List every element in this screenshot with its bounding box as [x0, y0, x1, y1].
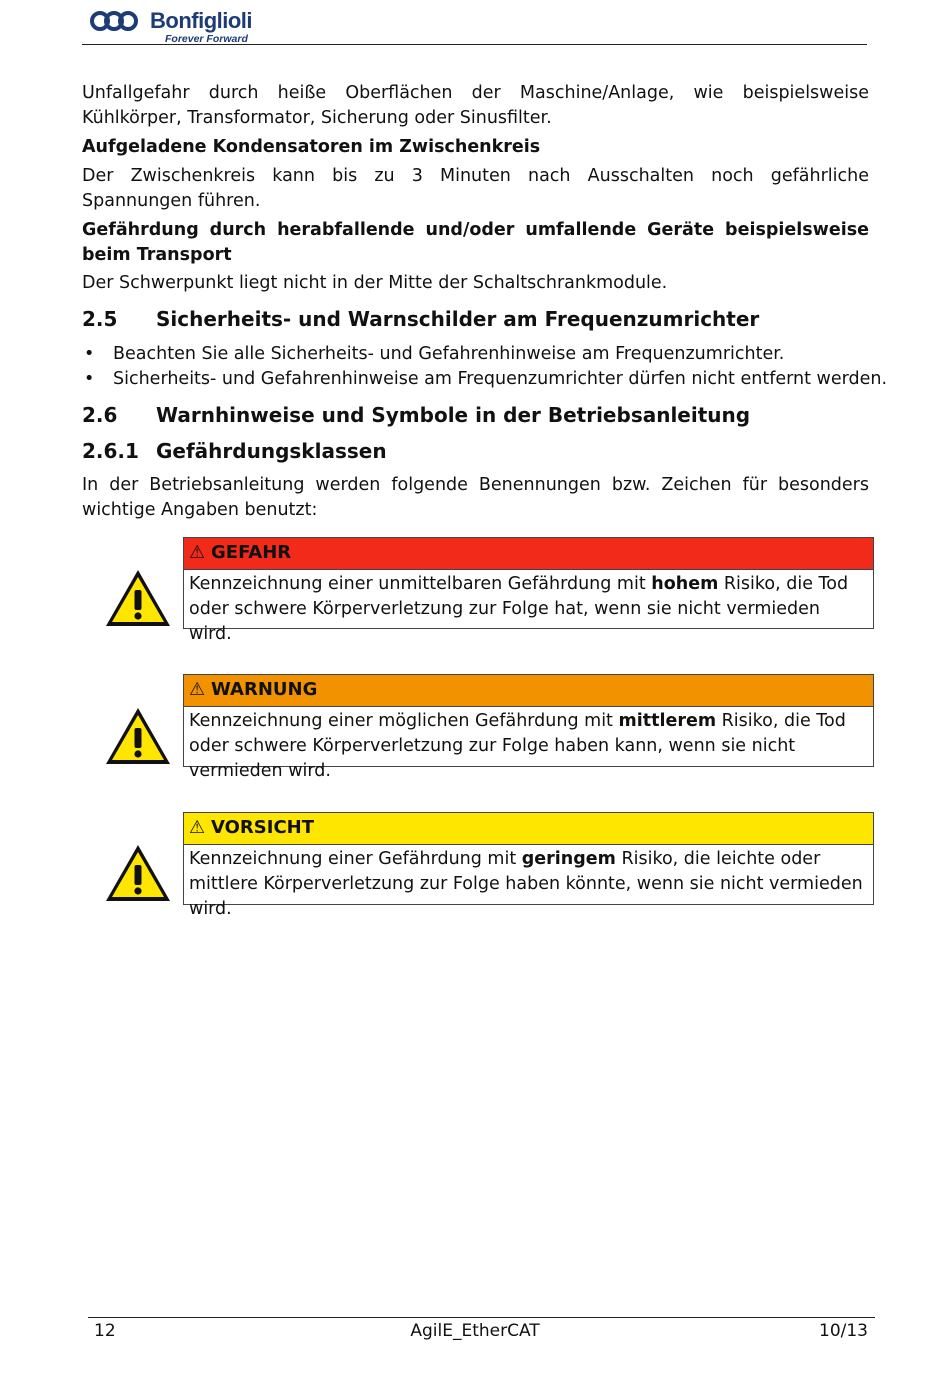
intro-paragraph-hot-surfaces: Unfallgefahr durch heiße Oberflächen der Maschine/Anlage, wie beispielsweise Kühlkörper, Transformator, Sicherung oder Sinusfilter. [82, 83, 869, 128]
warning-triangle-icon [104, 843, 172, 903]
hazard-header-caution [184, 813, 873, 845]
hazard-emphasis: mittlerem [618, 711, 717, 731]
heading-capacitors: Aufgeladene Kondensatoren im Zwischenkreis [82, 137, 541, 157]
footer-document-name: AgilE_EtherCAT [410, 1321, 540, 1341]
warning-sign-icon: ⚠ [189, 817, 206, 838]
bullet-icon: • [84, 369, 95, 389]
hazard-description [184, 845, 873, 932]
hazard-label: VORSICHT [211, 817, 314, 838]
section-title: Sicherheits- und Warnschilder am Frequenzumrichter [156, 307, 760, 331]
page-header [82, 6, 867, 45]
section-heading-2-5 [82, 307, 759, 331]
hazard-emphasis: hohem [651, 574, 719, 594]
paragraph-capacitors: Der Zwischenkreis kann bis zu 3 Minuten nach Ausschalten noch gefährliche Spannungen führen. [82, 166, 869, 211]
section-heading-2-6 [82, 403, 750, 427]
bullet-icon: • [84, 344, 95, 364]
section-title: Warnhinweise und Symbole in der Betriebsanleitung [156, 403, 751, 427]
warning-triangle-icon [104, 568, 172, 628]
bonfiglioli-logo [90, 8, 260, 44]
hazard-text-before: Kennzeichnung einer möglichen Gefährdung mit [189, 711, 619, 731]
hazard-box-danger [183, 537, 874, 644]
hazard-text-after: Risiko, die Tod oder schwere Körperverletzung zur Folge hat, wenn sie nicht vermieden wird. [189, 574, 849, 644]
section-heading-2-6-1 [82, 439, 387, 463]
logo-tagline: Forever Forward [165, 33, 248, 45]
heading-falling-devices: Gefährdung durch herabfallende und/oder umfallende Geräte beispielsweise beim Transport [82, 220, 869, 265]
list-item-text: Beachten Sie alle Sicherheits- und Gefahrenhinweise am Frequenzumrichter. [113, 344, 785, 364]
hazard-emphasis: geringem [521, 849, 616, 869]
hazard-description [184, 570, 873, 657]
hazard-description [184, 707, 873, 794]
warning-sign-icon: ⚠ [189, 542, 206, 563]
paragraph-hazard-classes-intro: In der Betriebsanleitung werden folgende Benennungen bzw. Zeichen für besonders wichtige Angaben benutzt: [82, 475, 869, 520]
list-item-text: Sicherheits- und Gefahrenhinweise am Frequenzumrichter dürfen nicht entfernt werden. [113, 369, 888, 389]
hazard-text-before: Kennzeichnung einer unmittelbaren Gefährdung mit [189, 574, 652, 594]
section-number: 2.6 [82, 403, 118, 427]
hazard-text-after: Risiko, die leichte oder mittlere Körperverletzung zur Folge haben könnte, wenn sie nicht vermieden wird. [189, 849, 863, 919]
paragraph-center-of-gravity: Der Schwerpunkt liegt nicht in der Mitte der Schaltschrankmodule. [82, 273, 668, 293]
section-number: 2.5 [82, 307, 118, 331]
section-title: Gefährdungsklassen [156, 439, 387, 463]
hazard-label: WARNUNG [211, 679, 318, 700]
logo-brand-name: Bonfiglioli [150, 8, 253, 33]
footer-version: 10/13 [819, 1321, 868, 1341]
hazard-header-danger [184, 538, 873, 570]
footer-divider [88, 1317, 875, 1318]
hazard-box-caution [183, 812, 874, 919]
footer-page-number: 12 [94, 1321, 116, 1341]
hazard-header-warning [184, 675, 873, 707]
hazard-text-after: Risiko, die Tod oder schwere Körperverletzung zur Folge haben kann, wenn sie nicht vermieden wird. [189, 711, 846, 781]
warning-sign-icon: ⚠ [189, 679, 206, 700]
hazard-box-warning [183, 674, 874, 781]
hazard-text-before: Kennzeichnung einer Gefährdung mit [189, 849, 522, 869]
hazard-label: GEFAHR [211, 542, 292, 563]
warning-triangle-icon [104, 706, 172, 766]
logo-rings-icon [90, 10, 150, 32]
section-number: 2.6.1 [82, 439, 139, 463]
